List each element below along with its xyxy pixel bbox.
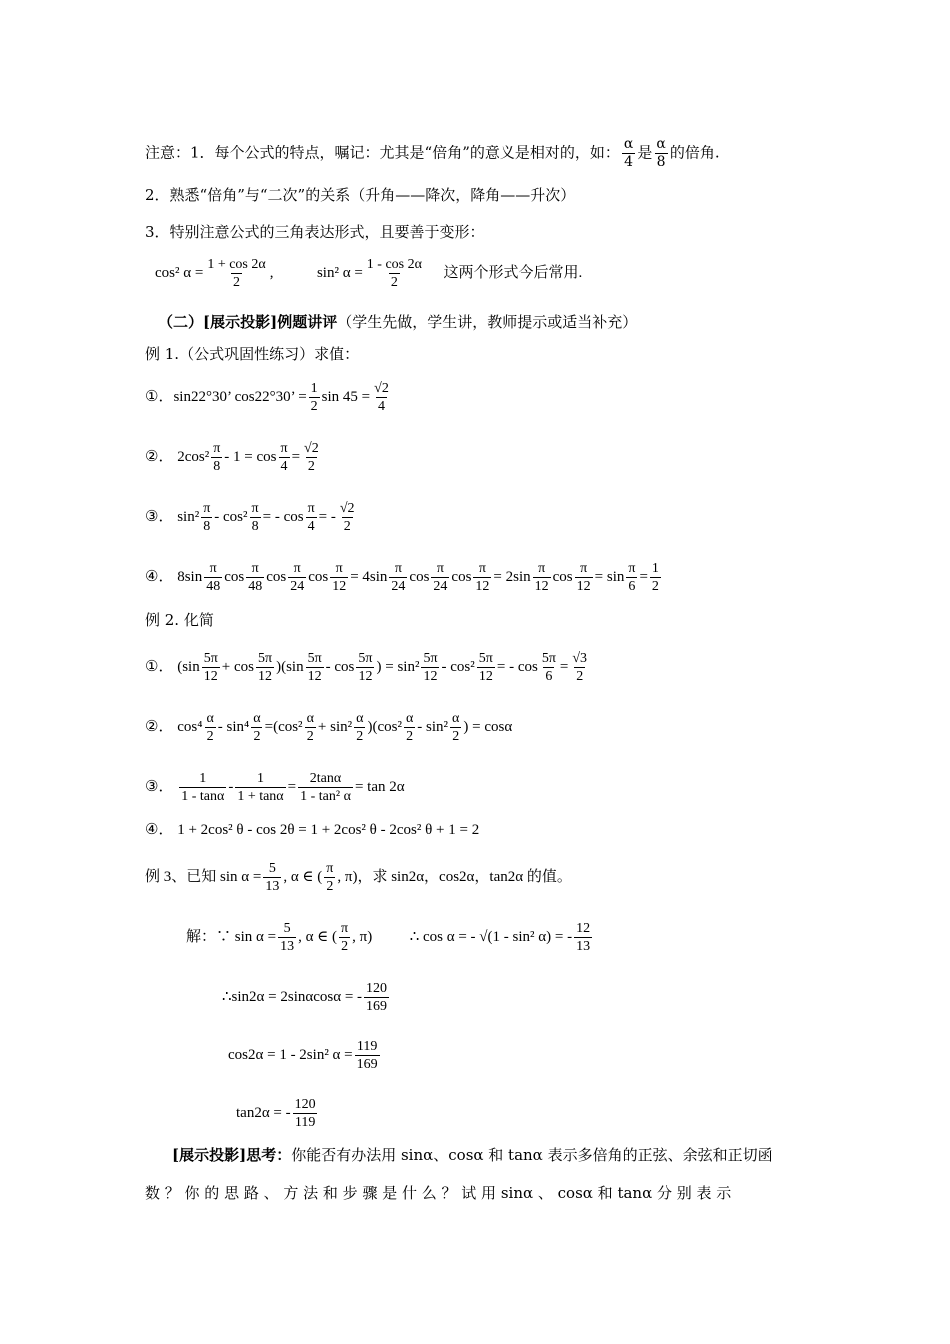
expr: cos — [224, 568, 245, 585]
numerator: π — [538, 561, 546, 576]
expr: =(cos² — [264, 718, 303, 735]
denominator: 48 — [248, 579, 263, 594]
numerator: √3 — [572, 651, 588, 666]
fraction — [324, 860, 335, 895]
expr: ) = cosα — [463, 718, 513, 735]
fraction — [330, 560, 348, 595]
denominator: 24 — [290, 579, 305, 594]
expr: , α ∈ ( — [283, 868, 323, 885]
example-2-title: 例 2. 化简 — [145, 611, 214, 629]
denominator: 2 — [310, 399, 318, 414]
expr: cos2α = 1 - 2sin² α = — [228, 1046, 353, 1063]
fraction — [533, 560, 551, 595]
fraction — [204, 710, 215, 745]
fraction — [278, 920, 296, 955]
numerator: π — [394, 561, 402, 576]
fraction — [355, 1038, 380, 1073]
section-title-rest: （学生先做，学生讲，教师提示或适当补充） — [337, 313, 638, 331]
expr: ③． sin² — [145, 508, 200, 525]
expr: cos — [266, 568, 287, 585]
fraction — [356, 650, 374, 685]
denominator: 24 — [433, 579, 448, 594]
expr: cos — [409, 568, 430, 585]
denominator: 12 — [475, 579, 490, 594]
numerator: √2 — [339, 501, 355, 516]
section-title — [158, 312, 637, 332]
example-3-solution-4 — [236, 1096, 320, 1131]
expr: , π) — [352, 928, 373, 945]
numerator: π — [280, 441, 288, 456]
expr: , π)，求 sin2α，cos2α，tan2α 的值。 — [337, 868, 572, 885]
denominator: 119 — [294, 1115, 316, 1130]
numerator: 1 - cos 2α — [366, 257, 422, 272]
fraction — [204, 560, 222, 595]
denominator: 12 — [534, 579, 549, 594]
numerator: π — [251, 501, 259, 516]
formula-lhs: cos² α = — [155, 264, 204, 281]
numerator: 1 — [199, 771, 207, 786]
expr: cos — [552, 568, 573, 585]
fraction — [622, 136, 635, 171]
denominator: 8 — [656, 154, 666, 170]
fraction — [626, 560, 637, 595]
expr: = — [287, 778, 297, 795]
numerator: 1 — [651, 561, 659, 576]
denominator: 6 — [628, 579, 636, 594]
fraction — [305, 710, 316, 745]
fraction — [364, 980, 389, 1015]
think-text: 你能否有办法用 sinα、cosα 和 tanα 表示多倍角的正弦、余弦和正切函 — [291, 1146, 773, 1164]
fraction — [431, 560, 449, 595]
fraction — [477, 650, 495, 685]
fraction — [421, 650, 439, 685]
expr: ①． (sin — [145, 658, 200, 675]
numerator: 120 — [294, 1097, 316, 1112]
note-line-1 — [145, 136, 720, 171]
formula-lhs: sin² α = — [316, 264, 363, 281]
denominator: 169 — [366, 999, 388, 1014]
numerator: α — [656, 136, 666, 152]
example-1-item-2 — [145, 440, 323, 475]
fraction — [293, 1096, 318, 1131]
numerator: π — [209, 561, 217, 576]
example-2-item-1 — [145, 650, 591, 685]
fraction — [201, 500, 212, 535]
numerator: π — [307, 501, 315, 516]
expr: - — [228, 778, 234, 795]
fraction — [256, 650, 274, 685]
denominator: 12 — [423, 669, 438, 684]
denominator: 2 — [307, 459, 315, 474]
denominator: 2 — [390, 275, 398, 290]
numerator: 5π — [358, 651, 373, 666]
note-text: 注意：1．每个公式的特点，嘱记：尤其是“倍角”的意义是相对的，如： — [145, 143, 620, 162]
fraction — [298, 770, 353, 805]
fraction — [338, 500, 357, 535]
expr: = 2sin — [493, 568, 531, 585]
expr: ∴ cos α = - √(1 - sin² α) = - — [409, 928, 573, 945]
numerator: 5π — [423, 651, 438, 666]
fraction — [365, 256, 424, 291]
denominator: 12 — [307, 669, 322, 684]
example-3-solution-1 — [186, 920, 594, 955]
numerator: 5π — [258, 651, 273, 666]
denominator: 169 — [356, 1057, 378, 1072]
expr: ②． 2cos² — [145, 448, 210, 465]
example-3-statement — [145, 860, 572, 895]
fraction — [540, 650, 558, 685]
denominator: 8 — [251, 519, 259, 534]
fraction — [309, 380, 320, 415]
expr: + cos — [221, 658, 254, 675]
example-1-item-4 — [145, 560, 663, 595]
example-2-item-3 — [145, 770, 405, 805]
denominator: 2 — [206, 729, 214, 744]
denominator: 1 - tan² α — [300, 789, 351, 804]
expr: ②． cos⁴ — [145, 718, 203, 735]
denominator: 12 — [332, 579, 347, 594]
numerator: π — [580, 561, 588, 576]
think-label: [展示投影]思考： — [172, 1146, 292, 1164]
denominator: 48 — [206, 579, 221, 594]
denominator: 24 — [391, 579, 406, 594]
denominator: 8 — [213, 459, 221, 474]
expr: - sin⁴ — [217, 718, 250, 735]
fraction — [404, 710, 415, 745]
denominator: 2 — [326, 879, 334, 894]
expr: )(sin — [276, 658, 304, 675]
denominator: 2 — [576, 669, 584, 684]
expr: - cos — [325, 658, 355, 675]
denominator: 2 — [651, 579, 659, 594]
fraction — [211, 440, 222, 475]
formula-note: 这两个形式今后常用. — [443, 264, 583, 281]
expr: = 4sin — [350, 568, 388, 585]
double-angle-formulas — [155, 256, 582, 291]
denominator: 2 — [343, 519, 351, 534]
numerator: π — [251, 561, 259, 576]
fraction — [654, 136, 667, 171]
separator: , — [269, 264, 274, 281]
note-text: 的倍角. — [669, 143, 720, 162]
expr: = — [291, 448, 301, 465]
numerator: π — [341, 921, 349, 936]
denominator: 12 — [358, 669, 373, 684]
numerator: α — [206, 711, 214, 726]
expr: 例 3、已知 sin α = — [145, 868, 262, 885]
denominator: 4 — [307, 519, 315, 534]
expr: = - cos — [496, 658, 538, 675]
example-2-item-2 — [145, 710, 512, 745]
expr: = tan 2α — [354, 778, 405, 795]
fraction — [202, 650, 220, 685]
numerator: 5π — [307, 651, 322, 666]
numerator: α — [623, 136, 634, 152]
numerator: α — [253, 711, 261, 726]
expr-parts — [202, 561, 663, 594]
expr: ③． — [145, 778, 174, 795]
expr: ) = sin² — [376, 658, 420, 675]
example-2-item-4: ④． 1 + 2cos² θ - cos 2θ = 1 + 2cos² θ - 2cos² θ + 1 = 2 — [145, 822, 480, 838]
numerator: π — [213, 441, 221, 456]
fraction — [251, 710, 262, 745]
example-3-solution-3 — [228, 1038, 382, 1073]
expr: - 1 = cos — [224, 448, 277, 465]
example-1-title: 例 1.（公式巩固性练习）求值： — [145, 345, 360, 363]
fraction — [306, 500, 317, 535]
denominator: 1 + tanα — [237, 789, 284, 804]
denominator: 4 — [280, 459, 288, 474]
denominator: 2 — [452, 729, 460, 744]
numerator: 5π — [478, 651, 493, 666]
example-1-item-3 — [145, 500, 359, 535]
denominator: 12 — [203, 669, 218, 684]
fraction — [372, 380, 391, 415]
fraction — [570, 650, 589, 685]
numerator: 5π — [203, 651, 218, 666]
expr: ①．sin22°30’ cos22°30’ = — [145, 388, 307, 405]
fraction — [450, 710, 461, 745]
numerator: π — [335, 561, 343, 576]
note-text: 是 — [637, 143, 653, 162]
expr: = - cos — [262, 508, 304, 525]
fraction — [205, 256, 267, 291]
fraction — [302, 440, 321, 475]
section-title-bold: （二）[展示投影]例题讲评 — [158, 313, 338, 331]
numerator: α — [405, 711, 414, 726]
denominator: 2 — [406, 729, 414, 744]
think-line-2: 数 ？ 你 的 思 路 、 方 法 和 步 骤 是 什 么 ？ 试 用 sinα 、 cosα 和 tanα 分 别 表 示 — [145, 1184, 732, 1202]
example-1-item-1 — [145, 380, 393, 415]
fraction — [339, 920, 350, 955]
numerator: π — [326, 861, 334, 876]
numerator: 1 + cos 2α — [207, 257, 266, 272]
expr: - sin² — [417, 718, 449, 735]
denominator: 2 — [341, 939, 349, 954]
numerator: π — [628, 561, 636, 576]
expr: , α ∈ ( — [298, 928, 338, 945]
numerator: 5 — [268, 861, 276, 876]
denominator: 13 — [265, 879, 280, 894]
denominator: 12 — [258, 669, 273, 684]
fraction — [179, 770, 226, 805]
numerator: π — [478, 561, 486, 576]
fraction — [575, 560, 593, 595]
example-3-solution-2 — [222, 980, 391, 1015]
numerator: π — [293, 561, 301, 576]
numerator: 119 — [356, 1039, 378, 1054]
expr: = — [639, 568, 648, 585]
denominator: 2 — [233, 275, 241, 290]
expr: sin 45 = — [321, 388, 371, 405]
expr: - cos² — [214, 508, 248, 525]
expr: = sin — [594, 568, 625, 585]
numerator: 2tanα — [309, 771, 342, 786]
denominator: 6 — [545, 669, 553, 684]
expr: ∴sin2α = 2sinαcosα = - — [222, 988, 363, 1005]
denominator: 2 — [356, 729, 364, 744]
denominator: 12 — [576, 579, 591, 594]
denominator: 12 — [478, 669, 493, 684]
numerator: √2 — [304, 441, 319, 456]
expr-parts — [202, 711, 513, 744]
numerator: α — [306, 711, 314, 726]
numerator: 1 — [256, 771, 264, 786]
fraction — [250, 500, 261, 535]
denominator: 4 — [377, 399, 385, 414]
expr: cos — [308, 568, 329, 585]
fraction — [246, 560, 264, 595]
think-line-1 — [172, 1145, 773, 1165]
fraction — [288, 560, 306, 595]
numerator: 5π — [541, 651, 556, 666]
numerator: α — [452, 711, 460, 726]
fraction — [354, 710, 365, 745]
fraction — [278, 440, 289, 475]
fraction — [650, 560, 661, 595]
denominator: 4 — [624, 154, 634, 170]
expr: + sin² — [317, 718, 353, 735]
fraction — [263, 860, 281, 895]
denominator: 8 — [203, 519, 211, 534]
expr: ④． 8sin — [145, 568, 203, 585]
expr: tan2α = - — [236, 1104, 291, 1121]
numerator: √2 — [374, 381, 389, 396]
fraction — [574, 920, 592, 955]
numerator: α — [356, 711, 364, 726]
fraction — [389, 560, 407, 595]
denominator: 2 — [253, 729, 261, 744]
fraction — [235, 770, 285, 805]
numerator: 12 — [576, 921, 591, 936]
numerator: 5 — [283, 921, 291, 936]
expr: = - — [318, 508, 336, 525]
note-line-3: 3．特别注意公式的三角表达形式，且要善于变形： — [145, 223, 485, 241]
fraction — [306, 650, 324, 685]
denominator: 2 — [306, 729, 314, 744]
fraction — [473, 560, 491, 595]
note-line-2: 2．熟悉“倍角”与“二次”的关系（升角——降次，降角——升次） — [145, 186, 576, 204]
expr: cos — [451, 568, 472, 585]
expr: 解：∵ sin α = — [186, 928, 277, 945]
expr: - cos² — [441, 658, 475, 675]
expr: = — [559, 658, 569, 675]
denominator: 1 - tanα — [181, 789, 225, 804]
denominator: 13 — [576, 939, 591, 954]
numerator: π — [436, 561, 444, 576]
numerator: π — [203, 501, 211, 516]
denominator: 13 — [280, 939, 295, 954]
expr: )(cos² — [367, 718, 402, 735]
numerator: 120 — [366, 981, 388, 996]
numerator: 1 — [310, 381, 318, 396]
